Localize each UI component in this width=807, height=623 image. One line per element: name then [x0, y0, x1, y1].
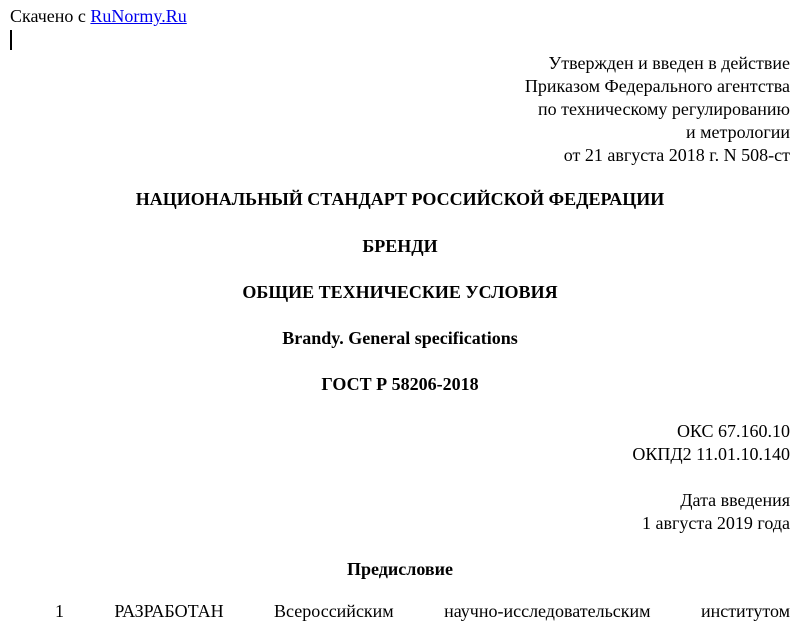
- foreword-item-1: [55, 600, 790, 623]
- approval-line: и метрологии: [686, 122, 790, 142]
- product-heading: БРЕНДИ: [362, 236, 438, 256]
- approval-line: от 21 августа 2018 г. N 508-ст: [563, 145, 790, 165]
- approval-line: по техническому регулированию: [537, 99, 790, 119]
- standard-type-heading: НАЦИОНАЛЬНЫЙ СТАНДАРТ РОССИЙСКОЙ ФЕДЕРАЦИИ: [135, 189, 665, 209]
- standard-code: ГОСТ Р 58206-2018: [321, 374, 479, 394]
- approval-block: [525, 52, 790, 167]
- english-title: Brandy. General specifications: [282, 328, 518, 348]
- approval-line: Утвержден и введен в действие: [548, 53, 790, 73]
- oks-code: ОКС 67.160.10: [676, 421, 790, 441]
- foreword-heading: Предисловие: [347, 559, 453, 579]
- intro-date-value: 1 августа 2019 года: [642, 513, 790, 533]
- okpd-code: ОКПД2 11.01.10.140: [632, 444, 790, 464]
- source-link[interactable]: RuNormy.Ru: [90, 6, 187, 26]
- classification-block: [632, 420, 790, 466]
- text-cursor: [10, 30, 12, 50]
- item-word: институтом: [700, 601, 790, 621]
- source-prefix: Скачено с: [10, 6, 86, 26]
- item-word: РАЗРАБОТАН: [114, 601, 224, 621]
- approval-line: Приказом Федерального агентства: [524, 76, 790, 96]
- intro-date-block: [642, 489, 790, 535]
- item-number: 1: [55, 601, 64, 621]
- source-note: [10, 5, 187, 27]
- subtitle-heading: ОБЩИЕ ТЕХНИЧЕСКИЕ УСЛОВИЯ: [242, 282, 558, 302]
- item-word: научно-исследовательским: [444, 601, 651, 621]
- item-word: Всероссийским: [274, 601, 394, 621]
- intro-date-label: Дата введения: [680, 490, 790, 510]
